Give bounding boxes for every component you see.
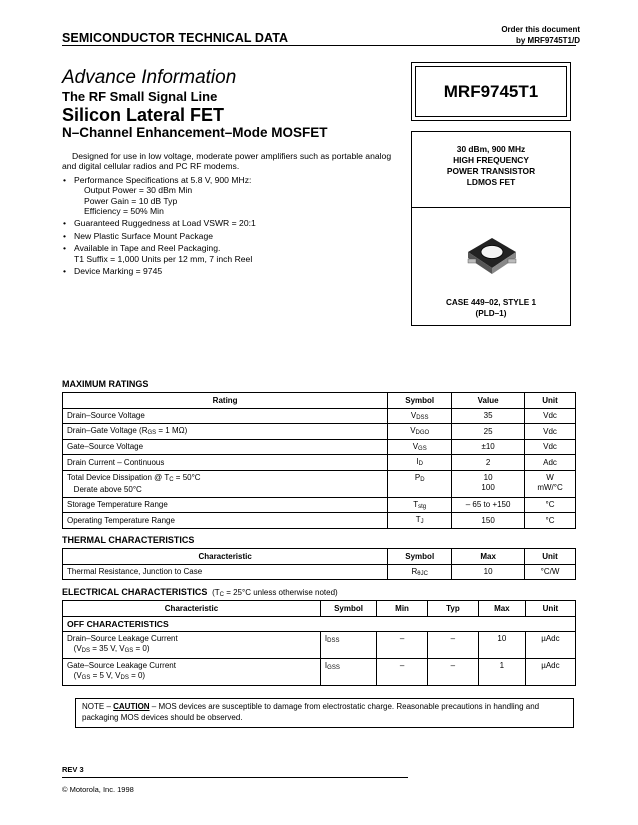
header-rule [62, 45, 576, 46]
device-info-box [411, 131, 571, 326]
caution-note: NOTE – CAUTION – MOS devices are susceptible to damage from electrostatic charge. Reasonable precautions in handling and packaging MOS devices should be observed. [75, 698, 574, 728]
device-type-title: Silicon Lateral FET [62, 105, 225, 125]
device-mode-title: N–Channel Enhancement–Mode MOSFET [62, 125, 328, 140]
part-number: MRF9745T1 [415, 66, 567, 117]
electrical-table [62, 600, 576, 686]
electrical-title: ELECTRICAL CHARACTERISTICS ($T_C = 25^\circ C$ unless otherwise noted) [62, 587, 338, 598]
feature-item: • New Plastic Surface Mount Package [62, 231, 397, 241]
table-header-row: Rating Symbol Value Unit [63, 393, 576, 409]
footer-rule [62, 777, 408, 778]
copyright: © Motorola, Inc. 1998 [62, 785, 134, 794]
info-box-divider [412, 207, 570, 208]
table-row: Thermal Resistance, Junction to Case $R_{\theta JC}$ 10 °C/W [63, 564, 576, 580]
max-ratings-table [62, 392, 576, 529]
max-ratings-title: MAXIMUM RATINGS [62, 379, 149, 389]
table-row: Drain Current – Continuous $I_D$ 2 Adc [63, 455, 576, 471]
product-family: The RF Small Signal Line [62, 89, 218, 104]
table-row: Drain–Source Voltage $V_{DSS}$ 35 Vdc [63, 408, 576, 424]
order-line-1: Order this document [501, 25, 580, 34]
feature-item: • Device Marking = 9745 [62, 266, 397, 276]
table-row: Storage Temperature Range $T_{stg}$ – 65 to +150 °C [63, 497, 576, 513]
package-image [462, 234, 522, 284]
table-row: Drain–Gate Voltage ($R_{GS} = 1$ MΩ) $V_{DGO}$ 25 Vdc [63, 424, 576, 440]
table-row: Operating Temperature Range $T_J$ 150 °C [63, 513, 576, 529]
feature-item: • Available in Tape and Reel Packaging. T1 Suffix = 1,000 Units per 12 mm, 7 inch Reel [62, 243, 397, 264]
description-text: Designed for use in low voltage, moderate power amplifiers such as portable analog and digital cellular radios and PC RF modems. [62, 151, 392, 172]
document-header-title: SEMICONDUCTOR TECHNICAL DATA [62, 31, 289, 45]
case-info: CASE 449–02, STYLE 1 (PLD–1) [445, 298, 537, 318]
table-row: Gate–Source Leakage Current ($V_{GS} = 5$ V, $V_{DS} = 0$) $I_{GSS}$ – – 1 µAdc [63, 659, 576, 686]
revision: REV 3 [62, 765, 84, 774]
feature-list [62, 175, 397, 277]
order-line-2: by MRF9745T1/D [515, 36, 580, 45]
table-row: Total Device Dissipation @ $T_C = 50^\circ C$ Derate above 50°C $P_D$ 10 100 W mW/°C [63, 470, 576, 497]
description-block [62, 151, 397, 278]
advance-information: Advance Information [62, 67, 237, 88]
part-number-box [411, 62, 571, 121]
table-row: Drain–Source Leakage Current ($V_{DS} = 35$ V, $V_{GS} = 0$) $I_{DSS}$ – – 10 µAdc [63, 632, 576, 659]
off-characteristics-header: OFF CHARACTERISTICS [63, 616, 576, 632]
feature-item: • Performance Specifications at 5.8 V, 900 MHz: Output Power = 30 dBm Min Power Gain = 10 dB Typ Efficiency = 50% Min [62, 175, 397, 217]
table-row: Gate–Source Voltage $V_{GS}$ ±10 Vdc [63, 439, 576, 455]
table-header-row: Characteristic Symbol Min Typ Max Unit [63, 601, 576, 617]
device-spec-lines: 30 dBm, 900 MHz HIGH FREQUENCY POWER TRANSISTOR LDMOS FET [446, 144, 536, 187]
thermal-table [62, 548, 576, 580]
table-header-row: Characteristic Symbol Max Unit [63, 549, 576, 565]
feature-item: • Guaranteed Ruggedness at Load VSWR = 20:1 [62, 218, 397, 228]
order-info [501, 24, 580, 46]
thermal-title: THERMAL CHARACTERISTICS [62, 535, 195, 545]
